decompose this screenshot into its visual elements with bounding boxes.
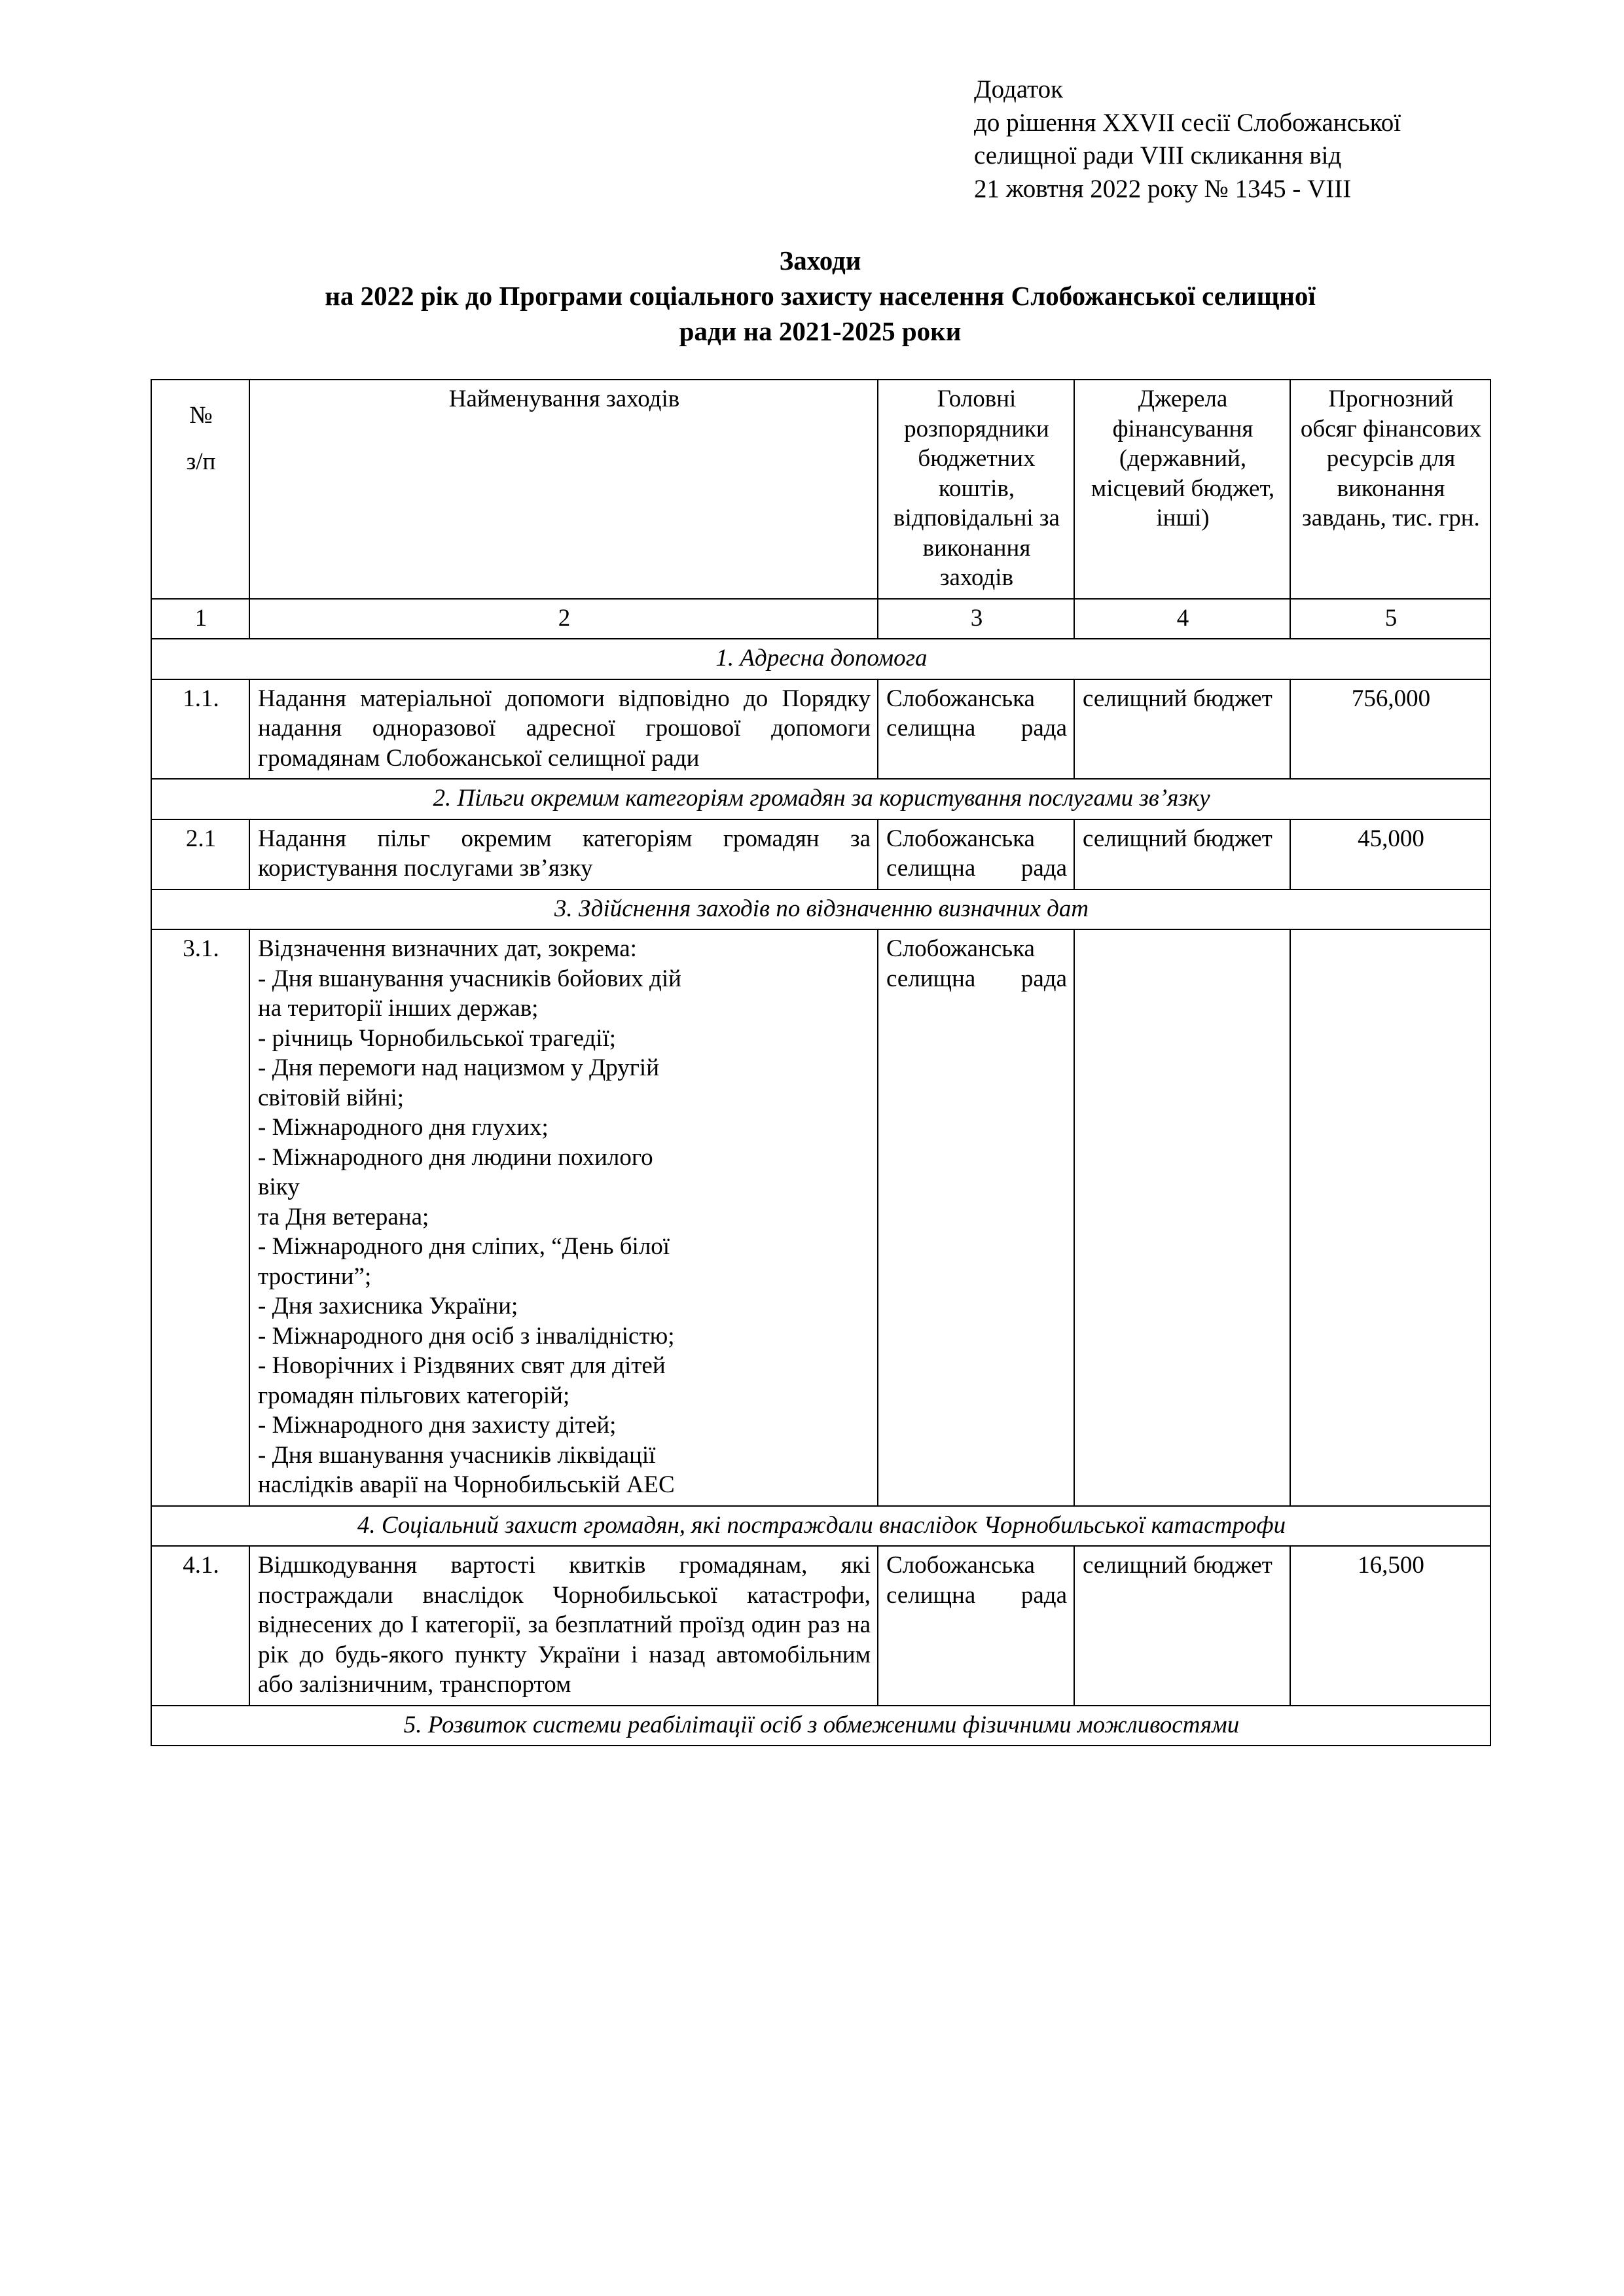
table-body	[151, 639, 1490, 1746]
row-manager: Слобожанська селищна рада	[878, 929, 1074, 1506]
section-heading-row	[151, 889, 1490, 930]
row-manager: Слобожанська селищна рада	[878, 1546, 1074, 1706]
column-header-forecast-amount: Прогнозний обсяг фінансових ресурсів для виконання завдань, тис. грн.	[1290, 380, 1490, 599]
measure-line: Відзначення визначних дат, зокрема:	[258, 935, 637, 963]
section-heading-row	[151, 1706, 1490, 1746]
table-header-row	[151, 380, 1490, 599]
section-title-3: 3. Здійснення заходів по відзначенню визначних дат	[151, 889, 1490, 930]
measure-line: - Дня вшанування учасників бойових дій	[258, 965, 681, 992]
section-title-2: 2. Пільги окремим категоріям громадян за користування послугами зв’язку	[151, 779, 1490, 819]
table-row	[151, 819, 1490, 889]
column-number-3: 3	[878, 599, 1074, 639]
section-heading-row	[151, 779, 1490, 819]
row-index: 4.1.	[151, 1546, 249, 1706]
table-column-numbers-row	[151, 599, 1490, 639]
measure-line: громадян пільгових категорій;	[258, 1382, 570, 1409]
measure-line: наслідків аварії на Чорнобильській АЕС	[258, 1471, 675, 1499]
row-amount: 756,000	[1290, 679, 1490, 780]
title-line-2: на 2022 рік до Програми соціального захисту населення Слобожанської селищної	[325, 280, 1316, 311]
column-header-number-sub: з/п	[186, 448, 216, 476]
column-number-5: 5	[1290, 599, 1490, 639]
measures-table	[151, 379, 1491, 1746]
row-measure-name: Надання матеріальної допомоги відповідно до Порядку надання одноразової адресної грошової допомоги громадянам Слобожанської селищної ради	[249, 679, 878, 780]
table-row	[151, 1546, 1490, 1706]
measure-line: - Новорічних і Різдвяних свят для дітей	[258, 1352, 666, 1380]
row-amount	[1290, 929, 1490, 1506]
row-funding-source: селищний бюджет	[1074, 679, 1290, 780]
measure-line: - Дня захисника України;	[258, 1293, 518, 1320]
measure-line: та Дня ветерана;	[258, 1203, 429, 1230]
header-line-2: до рішення XXVII сесії Слобожанської	[974, 108, 1401, 137]
header-line-4: 21 жовтня 2022 року № 1345 - VIII	[974, 175, 1352, 204]
measure-line: - Міжнародного дня осіб з інвалідністю;	[258, 1322, 675, 1350]
column-header-number-symbol: №	[189, 402, 213, 429]
measure-line: - Міжнародного дня людини похилого	[258, 1143, 653, 1171]
row-measure-name	[249, 929, 878, 1506]
section-title-1: 1. Адресна допомога	[151, 639, 1490, 679]
row-amount: 45,000	[1290, 819, 1490, 889]
column-number-2: 2	[249, 599, 878, 639]
section-title-5: 5. Розвиток системи реабілітації осіб з обмеженими фізичними можливостями	[151, 1706, 1490, 1746]
column-header-measure-name: Найменування заходів	[249, 380, 878, 599]
column-header-managers: Головні розпорядники бюджетних коштів, відповідальні за виконання заходів	[878, 380, 1074, 599]
title-line-3: ради на 2021-2025 роки	[679, 315, 962, 346]
measure-line: - Дня вшанування учасників ліквідації	[258, 1441, 656, 1469]
row-measure-name: Відшкодування вартості квитків громадянам, які постраждали внаслідок Чорнобильської катастрофи, віднесених до I категорії, за безплатний проїзд один раз на рік до будь-якого пункту України і назад автомобільним або залізничним, транспортом	[249, 1546, 878, 1706]
section-title-4: 4. Соціальний захист громадян, які постраждали внаслідок Чорнобильської катастрофи	[151, 1506, 1490, 1547]
row-index: 2.1	[151, 819, 249, 889]
table-row	[151, 679, 1490, 780]
document-reference-header	[974, 73, 1490, 206]
column-number-4: 4	[1074, 599, 1290, 639]
title-line-1: Заходи	[779, 245, 861, 276]
header-line-1: Додаток	[974, 75, 1064, 103]
measure-line: - Міжнародного дня глухих;	[258, 1114, 549, 1141]
column-header-number	[151, 380, 249, 599]
measure-line: - річниць Чорнобильської трагедії;	[258, 1024, 617, 1052]
row-funding-source: селищний бюджет	[1074, 819, 1290, 889]
table-header	[151, 380, 1490, 639]
measure-line: світовій війні;	[258, 1084, 405, 1111]
measure-line: - Міжнародного дня захисту дітей;	[258, 1412, 617, 1439]
measure-line: - Дня перемоги над нацизмом у Другій	[258, 1054, 660, 1082]
row-manager: Слобожанська селищна рада	[878, 679, 1074, 780]
measure-line: - Міжнародного дня сліпих, “День білої	[258, 1233, 670, 1261]
measure-line: віку	[258, 1174, 300, 1201]
measure-line: тростини”;	[258, 1263, 372, 1290]
row-funding-source	[1074, 929, 1290, 1506]
row-manager: Слобожанська селищна рада	[878, 819, 1074, 889]
measure-line: на території інших держав;	[258, 995, 539, 1022]
header-line-3: селищної ради VIII скликання від	[974, 141, 1342, 170]
column-header-funding-source: Джерела фінансування (державний, місцевий бюджет, інші)	[1074, 380, 1290, 599]
section-heading-row	[151, 1506, 1490, 1547]
column-number-1: 1	[151, 599, 249, 639]
page-title	[151, 243, 1490, 349]
row-index: 3.1.	[151, 929, 249, 1506]
row-index: 1.1.	[151, 679, 249, 780]
table-row	[151, 929, 1490, 1506]
row-measure-name: Надання пільг окремим категоріям громадян за користування послугами зв’язку	[249, 819, 878, 889]
row-funding-source: селищний бюджет	[1074, 1546, 1290, 1706]
section-heading-row	[151, 639, 1490, 679]
row-amount: 16,500	[1290, 1546, 1490, 1706]
